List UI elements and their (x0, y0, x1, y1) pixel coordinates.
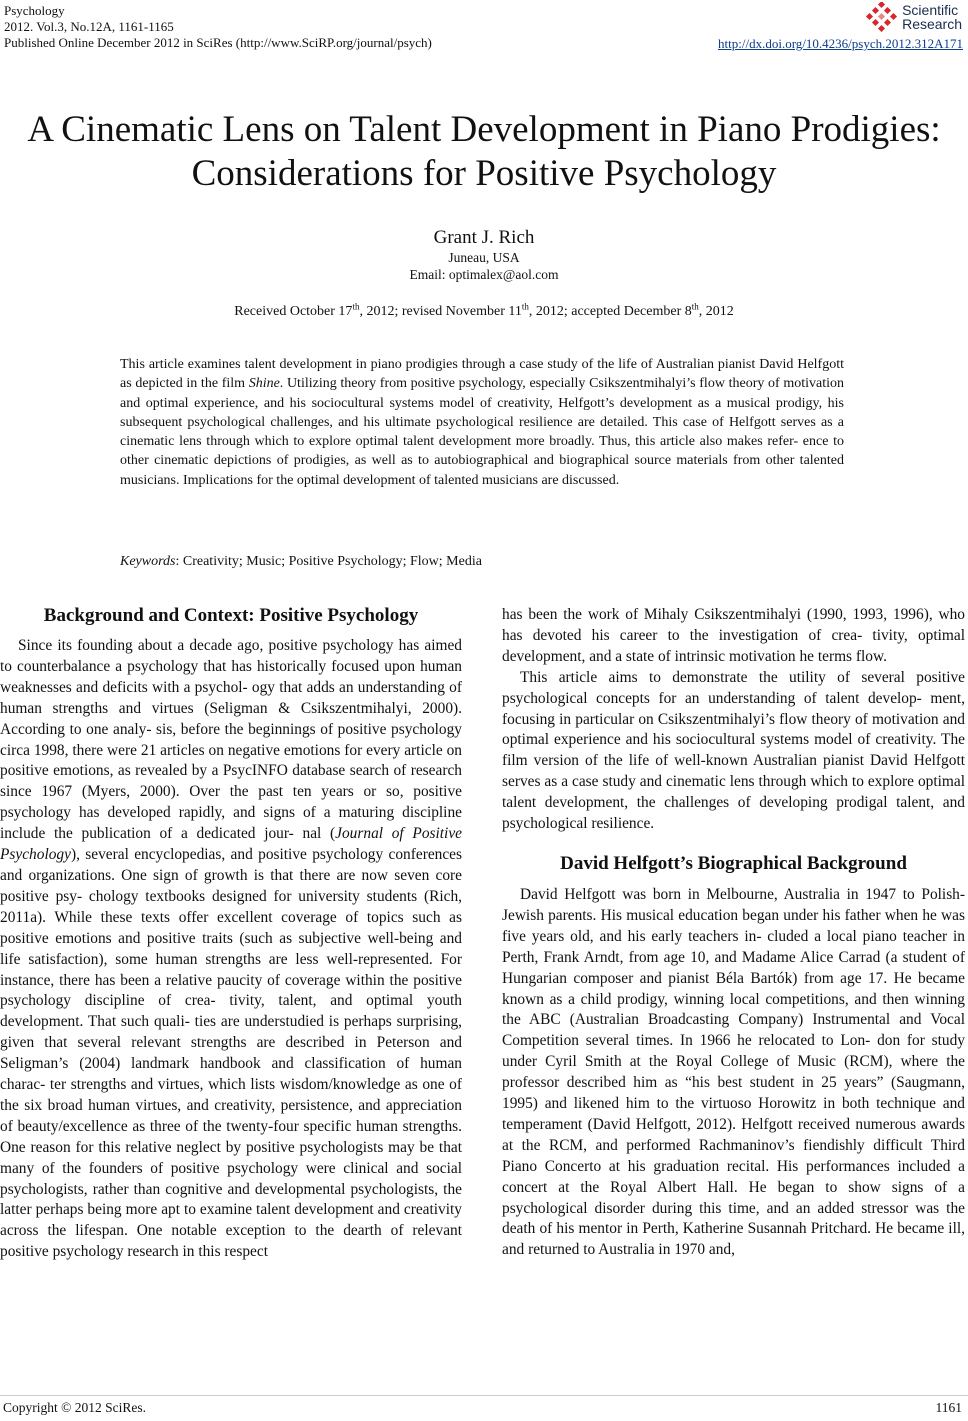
section-heading-biography: David Helfgott’s Biographical Background (560, 852, 907, 874)
abstract: This article examines talent development in piano prodigies through a case study of the life of Australian pianist David Helfgott as depicted in the film Shine. Utilizing theory from positive psychology, especially Csikszentmihalyi’s flow theory of motivation and optimal experience, and his sociocultural systems model of creativity, Helfgott’s development as a musical prodigy, his subsequent psychological challenges, and his ultimate psychological resilience are detailed. This case of Helfgott serves as a cinematic lens through which to explore optimal talent development more broadly. Thus, this article also makes refer- ence to other cinematic depictions of prodigies, as well as to autobiographical and biographical source materials from other talented musicians. Implications for the optimal development of talented musicians are discussed. (120, 357, 844, 488)
page-number: 1161 (935, 1400, 962, 1415)
title-line-2: Considerations for Positive Psychology (191, 153, 777, 194)
journal-volume: 2012. Vol.3, No.12A, 1161-1165 (4, 19, 174, 34)
paragraph: This article aims to demonstrate the utility of several positive psychological concepts for an understanding of talent develop- ment, focusing in particular on Csikszentmihalyi’s flow theory of motivation and optimal experience and his sociocultural systems model of creativity. The film version of the life of well-known Australian pianist David Helfgott serves as a case study and cinematic lens through which to explore optimal talent development, the challenges of developing prodigal talent, and psychological resilience. (502, 668, 965, 833)
paper-title (0, 108, 968, 196)
right-column (502, 605, 965, 1261)
paragraph: Since its founding about a decade ago, positive psychology has aimed to counterbalance a psychology that has historically focused upon human weaknesses and deficits with a psychol- ogy that adds an understanding of human strengths and virtues (Seligman & Csikszentmihalyi, 2000). According to one analy- sis, before the beginnings of positive psychology circa 1998, there were 21 articles on negative emotions for every article on positive emotions, as revealed by a PsycINFO database search of research since 1967 (Myers, 2000). Over the past ten years or so, positive psychology has developed rapidly, and signs of a maturing discipline include the publication of a dedicated jour- nal (Journal of Positive Psychology), several encyclopedias, and positive psychology conferences and organizations. One sign of growth is that there are now seven core positive psy- chology textbooks designed for university students (Rich, 2011a). While these texts offer excellent coverage of topics such as positive emotions and positive traits (such as subjective well-being and life satisfaction), some human strengths are less well-represented. For instance, there has been a relative paucity of coverage within the positive psychology discipline of crea- tivity, talent, and optimal youth development. That such quali- ties are understudied is perhaps surprising, given that several relevant strengths are described in Peterson and Seligman’s (2004) landmark handbook and classification of human charac- ter strengths and virtues, which lists wisdom/knowledge as one of the six broad human virtues, and creativity, persistence, and appreciation of beauty/excellence as three of the twenty-four specific human strengths. One reason for this relative neglect by positive psychologists may be that many of the founders of positive psychology were clinical and social psychologists, rather than cognitive and developmental psychologists, the latter perhaps being more apt to examine talent development and creativity across the lifespan. One notable exception to the dearth of relevant positive psychology research in this respect (0, 637, 462, 1261)
keywords (120, 554, 482, 570)
journal-title: Journal of Positive Psychology (0, 825, 462, 864)
scientific-research-logo-icon (863, 2, 899, 32)
author-location: Juneau, USA (448, 250, 520, 265)
keywords-list: : Creativity; Music; Positive Psychology; Flow; Media (175, 554, 482, 569)
keywords-label: Keywords (120, 554, 176, 569)
doi-link[interactable]: http://dx.doi.org/10.4236/psych.2012.312A171 (718, 36, 963, 51)
left-column (0, 604, 462, 1263)
logo-text: Scientific Research (902, 2, 962, 32)
footer-divider (0, 1395, 968, 1396)
paragraph: David Helfgott was born in Melbourne, Australia in 1947 to Polish-Jewish parents. His musical education began under his father when he was five years old, and his early teachers in- cluded a local piano teacher in Perth, Frank Arndt, from age 10, and Madame Alice Carrad (a student of Hungarian composer and pianist Béla Bartók) from age 17. He became known as a child prodigy, winning local competitions, and then winning the ABC (Australian Broadcasting Company) Instrumental and Vocal Competition several times. In 1966 he relocated to Lon- don for study under Cyril Smith at the Royal College of Music (RCM), where the professor described him as “his best student in 25 years” (Saugmann, 1995) and likened him to the virtuoso Horowitz in both technique and temperament (David Helfgott, 2012). Helfgott received numerous awards at the RCM, and performed Rachmaninov’s fiendishly difficult Third Piano Concerto at his graduation recital. His performances included a concert at the Royal Albert Hall. He began to show signs of a psychological disorder during this time, and an added stressor was the death of his mentor in Perth, Katherine Susannah Pritchard. He became ill, and returned to Australia in 1970 and, (502, 885, 965, 1259)
author-name: Grant J. Rich (433, 227, 535, 248)
section-heading-background: Background and Context: Positive Psychology (43, 605, 419, 626)
author-affiliation (0, 249, 968, 283)
publication-info: Published Online December 2012 in SciRes (http://www.SciRP.org/journal/psych) (4, 35, 432, 50)
publisher-logo (863, 0, 962, 34)
journal-name: Psychology (4, 3, 65, 18)
paragraph-continued: has been the work of Mihaly Csikszentmihalyi (1990, 1993, 1996), who has devoted his career to the investigation of crea- tivity, optimal development, and a state of intrinsic motivation he terms flow. (502, 606, 965, 665)
film-title: Shine (248, 376, 280, 392)
copyright: Copyright © 2012 SciRes. (3, 1400, 147, 1415)
author-email: Email: optimalex@aol.com (409, 267, 559, 282)
journal-header (4, 3, 432, 51)
title-line-1: A Cinematic Lens on Talent Development in Piano Prodigies: (27, 109, 941, 150)
submission-dates: Received October 17th, 2012; revised November 11th, 2012; accepted December 8th, 2012 (234, 301, 734, 319)
